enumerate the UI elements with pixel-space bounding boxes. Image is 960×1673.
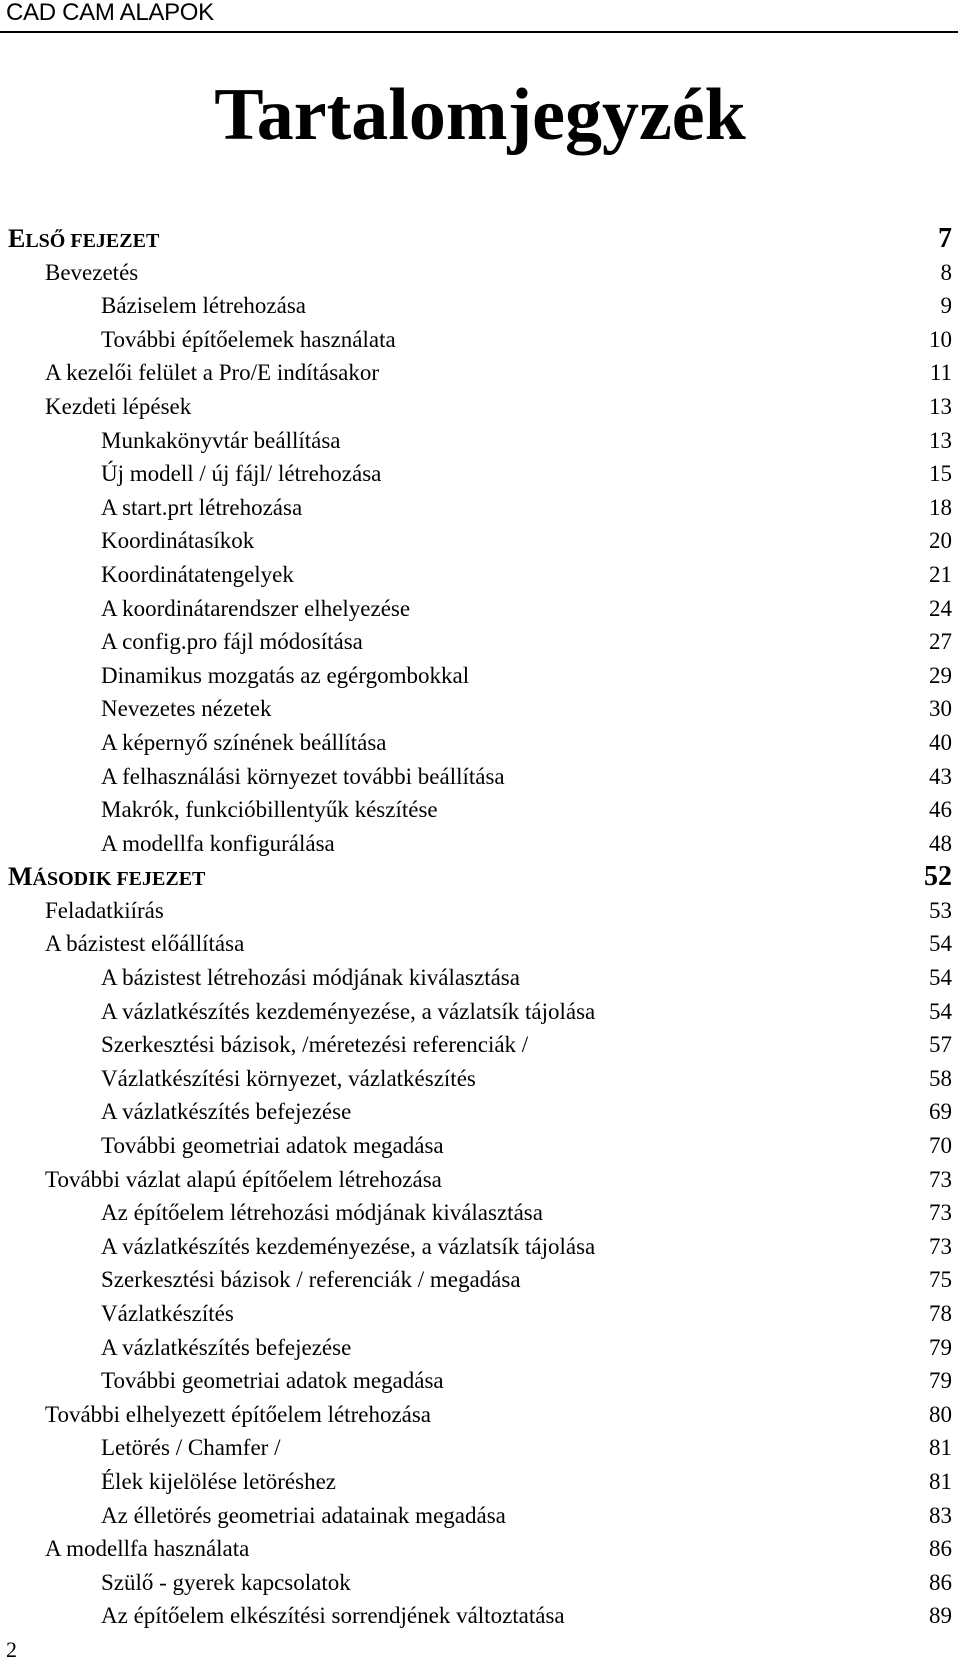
toc-subsection: [0, 1095, 952, 1129]
toc-entry-page-number: 48: [929, 830, 952, 856]
toc-entry-page-number: 18: [929, 494, 952, 520]
toc-entry-label: Bevezetés: [45, 259, 139, 285]
toc-entry-page-number: 73: [929, 1200, 952, 1226]
toc-entry-page-number: 86: [929, 1536, 952, 1562]
toc-subsection: [0, 625, 952, 659]
toc-entry-page-number: 40: [929, 729, 952, 755]
toc-subsection: [0, 1566, 952, 1600]
toc-subsection: [0, 1364, 952, 1398]
toc-entry-label: Letörés / Chamfer /: [101, 1435, 281, 1461]
toc-entry-label: A vázlatkészítés befejezése: [101, 1334, 352, 1360]
toc-subsection: [0, 961, 952, 995]
page-number: 2: [6, 1637, 17, 1662]
toc-entry-page-number: 75: [929, 1267, 952, 1293]
toc-subsection: [0, 1499, 952, 1533]
toc-entry-label: A kezelői felület a Pro/E indításakor: [45, 360, 380, 386]
toc-entry-page-number: 79: [929, 1334, 952, 1360]
toc-entry-page-number: 15: [929, 461, 952, 487]
toc-entry-label: A config.pro fájl módosítása: [101, 629, 363, 655]
toc-entry-label: Az élletörés geometriai adatainak megadása: [101, 1502, 506, 1528]
toc-entry-label: Szerkesztési bázisok / referenciák / megadása: [101, 1267, 521, 1293]
toc-entry-page-number: 83: [929, 1502, 952, 1528]
toc-chapter: [0, 222, 952, 256]
toc-entry-page-number: 29: [929, 662, 952, 688]
toc-subsection: [0, 1599, 952, 1633]
toc-subsection: [0, 524, 952, 558]
toc-subsection: [0, 827, 952, 861]
toc-entry-label: A vázlatkészítés kezdeményezése, a vázlatsík tájolása: [101, 998, 596, 1024]
toc-entry-label: A start.prt létrehozása: [101, 494, 303, 520]
toc-entry-label: Szerkesztési bázisok, /méretezési referenciák /: [101, 1032, 529, 1058]
toc-subsection: [0, 1196, 952, 1230]
toc-entry-label: ELSŐ FEJEZET: [8, 224, 160, 253]
toc-entry-label: További elhelyezett építőelem létrehozása: [45, 1401, 432, 1427]
toc-section: [0, 1163, 952, 1197]
toc-entry-page-number: 27: [929, 629, 952, 655]
toc-entry-page-number: 73: [929, 1166, 952, 1192]
toc-entry-page-number: 13: [929, 427, 952, 453]
toc-entry-label: A bázistest előállítása: [45, 931, 245, 957]
toc-subsection: [0, 692, 952, 726]
toc-entry-page-number: 69: [929, 1099, 952, 1125]
toc-entry-label: Koordinátasíkok: [101, 528, 255, 554]
toc-entry-label: A képernyő színének beállítása: [101, 729, 387, 755]
toc-entry-page-number: 89: [929, 1603, 952, 1629]
toc-entry-label: Vázlatkészítési környezet, vázlatkészítés: [101, 1065, 476, 1091]
toc-entry-label: Az építőelem elkészítési sorrendjének változtatása: [101, 1603, 565, 1629]
toc-entry-label: Makrók, funkcióbillentyűk készítése: [101, 797, 438, 823]
toc-subsection: [0, 760, 952, 794]
toc-entry-label: A koordinátarendszer elhelyezése: [101, 595, 411, 621]
toc-entry-page-number: 81: [929, 1468, 952, 1494]
toc-subsection: [0, 424, 952, 458]
toc-entry-label: Nevezetes nézetek: [101, 696, 272, 722]
toc-entry-page-number: 78: [929, 1301, 952, 1326]
header-rule: [0, 31, 958, 33]
toc-subsection: [0, 1465, 952, 1499]
toc-entry-page-number: 8: [940, 259, 952, 285]
toc-entry-page-number: 86: [929, 1569, 952, 1595]
toc-subsection: [0, 491, 952, 525]
toc-subsection: [0, 1431, 952, 1465]
toc-entry-page-number: 58: [929, 1065, 952, 1091]
toc-entry-page-number: 73: [929, 1233, 952, 1259]
toc-entry-label: Munkakönyvtár beállítása: [101, 427, 341, 453]
toc-entry-label: A vázlatkészítés kezdeményezése, a vázlatsík tájolása: [101, 1233, 596, 1259]
toc-entry-label: Dinamikus mozgatás az egérgombokkal: [101, 662, 470, 688]
toc-section: [0, 1532, 952, 1566]
toc-subsection: [0, 457, 952, 491]
toc-section: [0, 390, 952, 424]
toc-entry-label: További építőelemek használata: [101, 326, 396, 352]
toc-subsection: [0, 659, 952, 693]
toc-subsection: [0, 289, 952, 323]
toc-entry-page-number: 11: [929, 360, 952, 386]
toc-subsection: [0, 793, 952, 827]
toc-entry-page-number: 57: [929, 1032, 952, 1058]
toc-subsection: [0, 995, 952, 1029]
table-of-contents: [0, 222, 952, 1633]
toc-section: [0, 1398, 952, 1432]
toc-entry-page-number: 52: [924, 861, 952, 893]
toc-subsection: [0, 1297, 952, 1331]
toc-entry-label: A modellfa konfigurálása: [101, 830, 335, 856]
toc-entry-label: Báziselem létrehozása: [101, 293, 306, 319]
toc-entry-page-number: 10: [929, 326, 952, 352]
toc-section: [0, 256, 952, 290]
toc-entry-page-number: 79: [929, 1368, 952, 1394]
toc-entry-label: További vázlat alapú építőelem létrehozása: [45, 1166, 442, 1192]
toc-entry-page-number: 9: [940, 293, 952, 319]
toc-entry-page-number: 53: [929, 897, 952, 923]
toc-entry-label: Kezdeti lépések: [45, 393, 192, 419]
toc-entry-page-number: 70: [929, 1133, 952, 1159]
toc-entry-page-number: 80: [929, 1401, 952, 1427]
toc-entry-label: Szülő - gyerek kapcsolatok: [101, 1569, 351, 1595]
toc-subsection: [0, 323, 952, 357]
toc-entry-page-number: 54: [929, 931, 952, 957]
running-header: CAD CAM ALAPOK: [6, 0, 214, 26]
toc-entry-page-number: 81: [929, 1435, 952, 1461]
toc-entry-label: A felhasználási környezet további beállítása: [101, 763, 505, 789]
toc-entry-label: Feladatkiírás: [45, 897, 164, 923]
toc-subsection: [0, 592, 952, 626]
toc-entry-page-number: 13: [929, 393, 952, 419]
toc-subsection: [0, 1028, 952, 1062]
toc-section: [0, 927, 952, 961]
toc-entry-label: A modellfa használata: [45, 1536, 250, 1562]
toc-subsection: [0, 726, 952, 760]
toc-entry-page-number: 24: [929, 595, 952, 621]
toc-entry-label: Koordinátatengelyek: [101, 561, 294, 587]
toc-subsection: [0, 1263, 952, 1297]
toc-entry-page-number: 7: [938, 223, 952, 254]
toc-entry-label: MÁSODIK FEJEZET: [8, 862, 206, 892]
toc-entry-page-number: 43: [929, 763, 952, 789]
toc-entry-label: Az építőelem létrehozási módjának kiválasztása: [101, 1200, 543, 1226]
toc-subsection: [0, 558, 952, 592]
toc-entry-label: A vázlatkészítés befejezése: [101, 1099, 352, 1125]
toc-section: [0, 356, 952, 390]
toc-subsection: [0, 1230, 952, 1264]
toc-subsection: [0, 1331, 952, 1365]
toc-chapter: [0, 860, 952, 894]
toc-entry-page-number: 54: [929, 998, 952, 1024]
toc-entry-label: Élek kijelölése letöréshez: [101, 1468, 337, 1494]
toc-entry-page-number: 46: [929, 797, 952, 823]
toc-entry-page-number: 30: [929, 696, 952, 722]
toc-entry-page-number: 20: [929, 528, 952, 554]
toc-entry-page-number: 54: [929, 965, 952, 991]
toc-entry-label: A bázistest létrehozási módjának kiválasztása: [101, 965, 520, 991]
toc-entry-label: További geometriai adatok megadása: [101, 1368, 444, 1394]
page-title: Tartalomjegyzék: [214, 74, 746, 156]
toc-entry-label: Vázlatkészítés: [101, 1301, 234, 1326]
toc-entry-page-number: 21: [929, 561, 952, 587]
toc-entry-label: Új modell / új fájl/ létrehozása: [101, 461, 382, 487]
toc-entry-label: További geometriai adatok megadása: [101, 1133, 444, 1159]
toc-subsection: [0, 1129, 952, 1163]
toc-section: [0, 894, 952, 928]
toc-subsection: [0, 1062, 952, 1096]
